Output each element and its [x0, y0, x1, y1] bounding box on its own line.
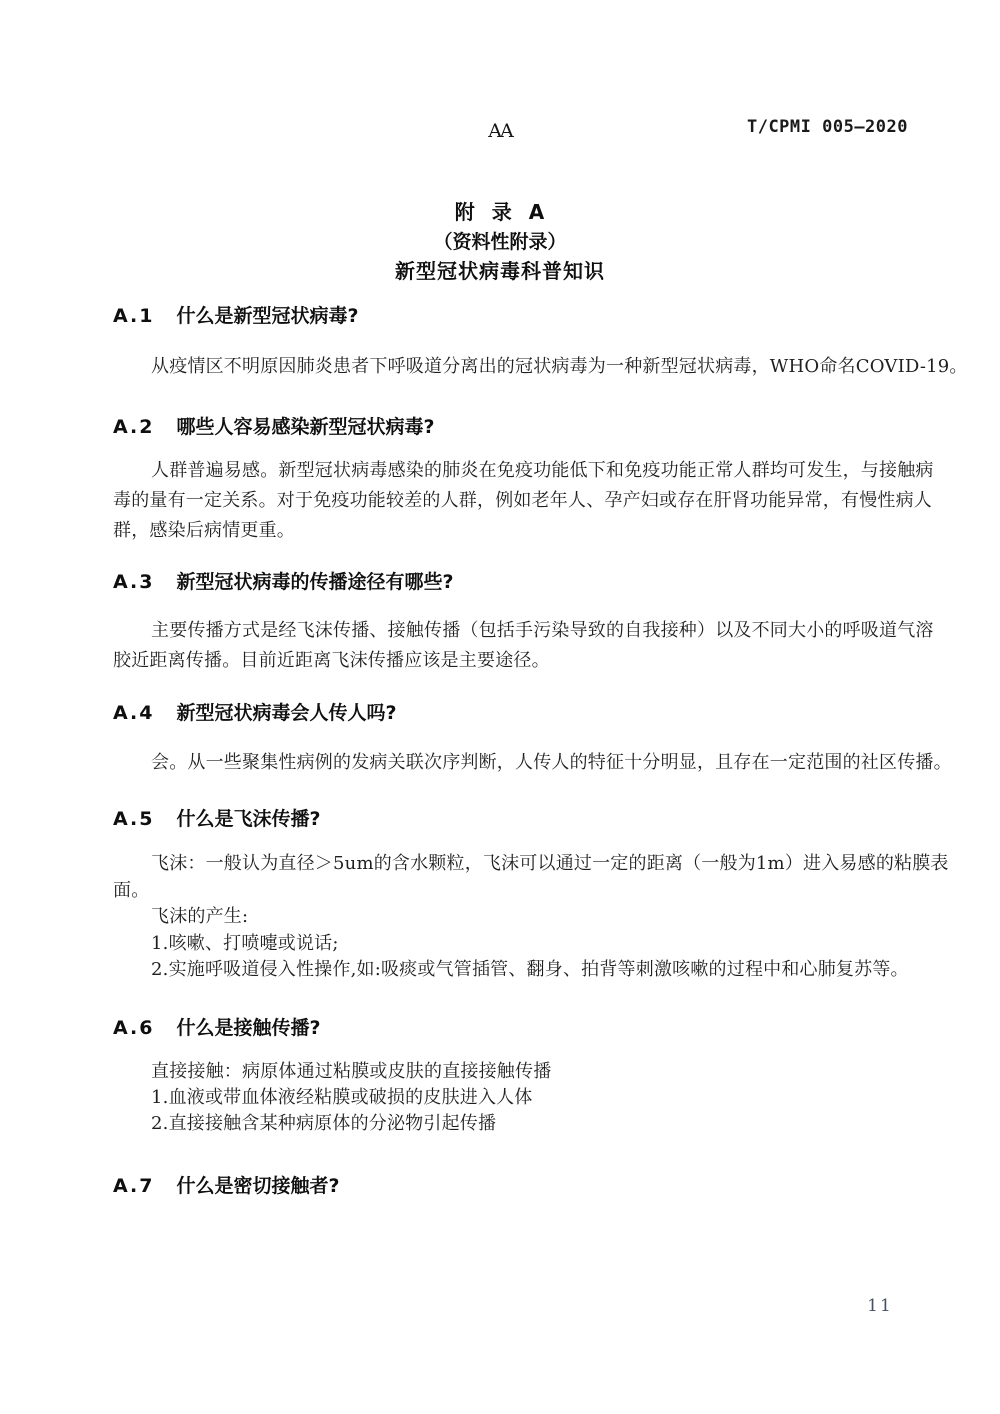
section-heading-a7 — [113, 1171, 340, 1198]
section-heading-a4 — [113, 698, 397, 725]
section-number: A.7 — [113, 1175, 155, 1197]
paragraph-line: 飞沫：一般认为直径＞5um的含水颗粒，飞沫可以通过一定的距离（一般为1m）进入易感的粘膜表 — [151, 853, 949, 874]
section-number: A.3 — [113, 571, 155, 593]
paragraph-line: 会。从一些聚集性病例的发病关联次序判断，人传人的特征十分明显，且存在一定范围的社区传播。 — [151, 752, 952, 773]
paragraph-line: 胶近距离传播。目前近距离飞沫传播应该是主要途径。 — [113, 650, 550, 671]
paragraph-line: 从疫情区不明原因肺炎患者下呼吸道分离出的冠状病毒为一种新型冠状病毒，WHO命名COVID-19。 — [151, 356, 968, 377]
section-body-a1 — [113, 352, 968, 382]
paragraph-line: 飞沫的产生: — [151, 906, 249, 927]
section-heading-a3 — [113, 567, 454, 594]
paragraph-line: 直接接触：病原体通过粘膜或皮肤的直接接触传播 — [151, 1061, 552, 1082]
paragraph-line: 主要传播方式是经飞沫传播、接触传播（包括手污染导致的自我接种）以及不同大小的呼吸道气溶 — [151, 620, 934, 641]
page-number: 11 — [867, 1296, 893, 1316]
section-title: 新型冠状病毒的传播途径有哪些? — [176, 571, 454, 593]
section-heading-a6 — [113, 1013, 321, 1040]
section-heading-a2 — [113, 412, 435, 439]
appendix-type: （资料性附录） — [433, 231, 567, 253]
paragraph-line: 人群普遍易感。新型冠状病毒感染的肺炎在免疫功能低下和免疫功能正常人群均可发生，与接触病 — [151, 460, 934, 481]
section-heading-a1 — [113, 301, 359, 328]
section-title: 什么是接触传播? — [176, 1017, 321, 1039]
paragraph-line: 2.实施呼吸道侵入性操作,如:吸痰或气管插管、翻身、拍背等刺激咳嗽的过程中和心肺复苏等。 — [151, 959, 909, 980]
section-title: 什么是密切接触者? — [176, 1175, 340, 1197]
paragraph-line: 群，感染后病情更重。 — [113, 520, 295, 541]
paragraph-line: 面。 — [113, 879, 150, 901]
appendix-title: 附 录 A — [454, 200, 546, 224]
section-title: 新型冠状病毒会人传人吗? — [176, 702, 397, 724]
section-number: A.1 — [113, 305, 155, 327]
section-title: 什么是新型冠状病毒? — [176, 305, 359, 327]
section-body-a6 — [113, 1059, 933, 1137]
header-center-mark: AA — [488, 120, 512, 142]
section-body-a3 — [113, 616, 933, 676]
section-title: 什么是飞沫传播? — [176, 808, 321, 830]
section-heading-a5 — [113, 804, 321, 831]
section-body-a5 — [113, 851, 949, 984]
section-body-a2 — [113, 456, 933, 546]
section-number: A.2 — [113, 416, 155, 438]
section-body-a4 — [113, 748, 952, 778]
section-number: A.4 — [113, 702, 155, 724]
paragraph-line: 毒的量有一定关系。对于免疫功能较差的人群，例如老年人、孕产妇或存在肝肾功能异常，有慢性病人 — [113, 490, 932, 511]
document-code: T/CPMI 005—2020 — [746, 117, 908, 137]
paragraph-line: 1.咳嗽、打喷嚏或说话; — [151, 932, 339, 954]
section-title: 哪些人容易感染新型冠状病毒? — [176, 416, 435, 438]
section-number: A.6 — [113, 1017, 155, 1039]
paragraph-line: 1.血液或带血体液经粘膜或破损的皮肤进入人体 — [151, 1087, 533, 1108]
paragraph-line: 2.直接接触含某种病原体的分泌物引起传播 — [151, 1113, 497, 1134]
appendix-subject: 新型冠状病毒科普知识 — [395, 259, 605, 283]
section-number: A.5 — [113, 808, 155, 830]
